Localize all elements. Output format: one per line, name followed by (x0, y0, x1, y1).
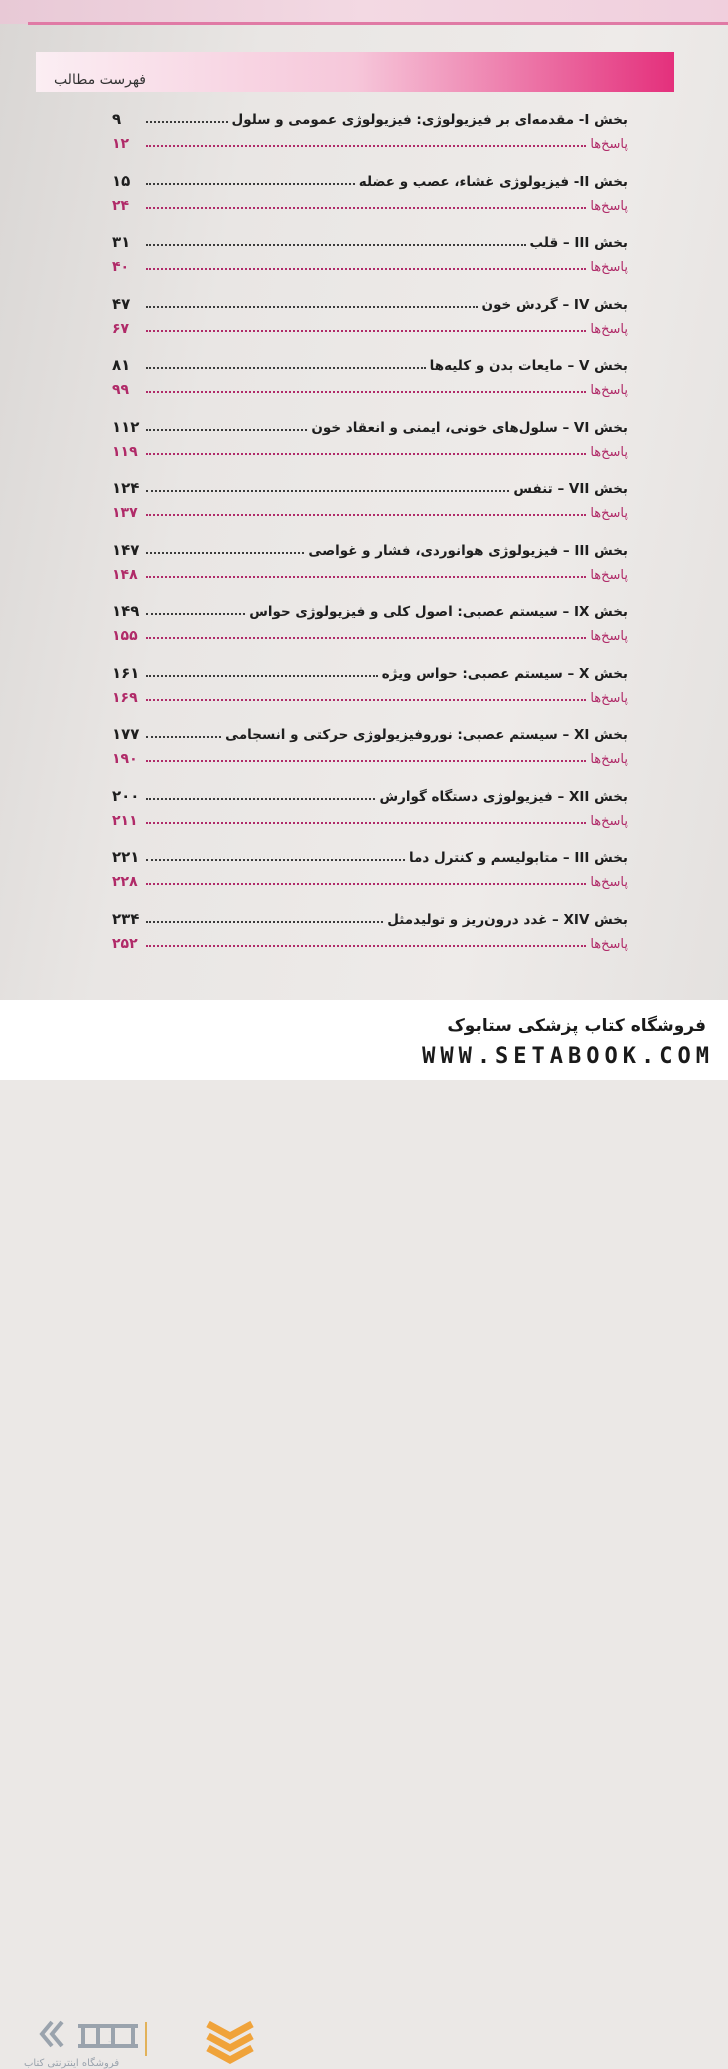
page-title: فهرست مطالب (53, 72, 146, 88)
dot-leader (146, 514, 586, 516)
answers-label: پاسخ‌ها (590, 260, 628, 275)
chapter-title: بخش II- فیزیولوژی غشاء، عصب و عضله (358, 173, 628, 190)
dot-leader (146, 552, 304, 554)
toc-entry-row (112, 106, 628, 128)
answers-label: پاسخ‌ها (590, 137, 628, 152)
dot-leader (146, 736, 221, 738)
chapter-page-number: ۸۱ (112, 356, 131, 374)
chapter-title: بخش X – سیستم عصبی: حواس ویژه (381, 665, 628, 682)
chapter-page-number: ۱۴۷ (112, 540, 140, 559)
chapter-page-number: ۱۱۲ (112, 417, 140, 436)
toc-entry (112, 168, 628, 216)
chapter-title: بخش XI – سیستم عصبی: نوروفیزیولوژی حرکتی و انسجامی (225, 727, 628, 743)
chapter-title: بخش XII – فیزیولوژی دستگاه گوارش (379, 788, 628, 805)
answers-label: پاسخ‌ها (590, 383, 628, 398)
answers-label: پاسخ‌ها (590, 198, 628, 214)
chapter-title: بخش VII – تنفس (513, 481, 628, 497)
answers-row (112, 499, 628, 521)
chapter-page-number: ۱۶۱ (112, 663, 140, 682)
dot-leader (146, 207, 586, 209)
dot-leader (146, 637, 586, 639)
answers-label: پاسخ‌ها (590, 752, 628, 767)
answers-label: پاسخ‌ها (590, 875, 628, 890)
chapter-title: بخش I- مقدمه‌ای بر فیزیولوژی: فیزیولوژی عمومی و سلول (231, 112, 628, 128)
answers-page-number: ۱۹۰ (112, 751, 138, 767)
toc-entry (112, 598, 628, 646)
dot-leader (146, 822, 586, 824)
toc-entry-row (112, 168, 628, 190)
dot-leader (146, 429, 307, 431)
answers-row (112, 745, 628, 767)
answers-page-number: ۱۵۵ (112, 628, 138, 644)
dot-leader (146, 675, 378, 677)
answers-label: پاسخ‌ها (590, 506, 628, 521)
chapter-title: بخش IV – گردش خون (481, 296, 628, 313)
toc-entry (112, 783, 628, 831)
answers-row (112, 438, 628, 460)
answers-page-number: ۱۴۸ (112, 566, 138, 583)
dot-leader (146, 121, 228, 123)
dot-leader (146, 883, 586, 885)
answers-label: پاسخ‌ها (590, 444, 628, 460)
toc-entry-row (112, 475, 628, 497)
answers-row (112, 192, 628, 214)
toc-entry (112, 352, 628, 400)
chapter-title: بخش III – متابولیسم و کنترل دما (408, 850, 628, 866)
toc-entry (112, 660, 628, 708)
dot-leader (146, 306, 478, 308)
toc-entry (112, 906, 628, 954)
toc-entry-row (112, 783, 628, 805)
dot-leader (146, 576, 586, 578)
answers-label: پاسخ‌ها (590, 936, 628, 952)
toc-entry-row (112, 414, 628, 436)
dot-leader (146, 490, 509, 492)
dot-leader (146, 699, 586, 701)
chapter-title: بخش V – مایعات بدن و کلیه‌ها (429, 358, 628, 374)
logo-subtitle: فروشگاه اینترنتی کتاب (24, 2058, 120, 2069)
toc-entry-row (112, 660, 628, 682)
toc-entry-row (112, 537, 628, 559)
toc-entry-row (112, 229, 628, 251)
chapter-title: بخش III – قلب (529, 235, 628, 251)
chapter-page-number: ۱۴۹ (112, 602, 140, 620)
answers-row (112, 684, 628, 706)
chapter-page-number: ۲۳۴ (112, 909, 140, 928)
answers-row (112, 130, 628, 152)
toc-entry (112, 537, 628, 585)
dot-leader (146, 453, 586, 455)
answers-page-number: ۱۱۹ (112, 443, 138, 460)
dot-leader (146, 945, 586, 947)
toc-entry-row (112, 906, 628, 928)
toc-entry-row (112, 844, 628, 866)
answers-row (112, 315, 628, 337)
answers-label: پاسخ‌ها (590, 567, 628, 583)
answers-row (112, 561, 628, 583)
book-page (0, 0, 728, 1000)
toc-entry (112, 721, 628, 769)
toc-entry-row (112, 291, 628, 313)
toc-entry-row (112, 598, 628, 620)
answers-row (112, 253, 628, 275)
answers-page-number: ۲۵۲ (112, 935, 138, 952)
toc-entry (112, 844, 628, 892)
chapter-title: بخش VI – سلول‌های خونی، ایمنی و انعقاد خون (311, 419, 628, 436)
answers-label: پاسخ‌ها (590, 813, 628, 829)
chapter-title: بخش III – فیزیولوژی هوانوردی، فشار و غواصی (308, 542, 628, 559)
logo-wordmark: ستابوک (108, 2042, 112, 2043)
dot-leader (146, 268, 586, 270)
answers-label: پاسخ‌ها (590, 629, 628, 644)
dot-leader (146, 244, 526, 246)
answers-page-number: ۲۱۱ (112, 812, 138, 829)
answers-page-number: ۱۶۹ (112, 689, 138, 706)
dot-leader (146, 391, 586, 393)
answers-page-number: ۲۲۸ (112, 874, 138, 890)
answers-label: پاسخ‌ها (590, 690, 628, 706)
answers-label: پاسخ‌ها (590, 321, 628, 337)
chapter-page-number: ۱۵ (112, 171, 131, 190)
chapter-page-number: ۲۰۰ (112, 786, 140, 805)
answers-row (112, 376, 628, 398)
chapter-page-number: ۱۷۷ (112, 725, 140, 743)
dot-leader (146, 330, 586, 332)
chapter-page-number: ۲۲۱ (112, 848, 140, 866)
answers-page-number: ۹۹ (112, 382, 130, 398)
dot-leader (146, 367, 426, 369)
dot-leader (146, 859, 405, 861)
dot-leader (146, 145, 586, 147)
answers-page-number: ۱۳۷ (112, 505, 138, 521)
chapter-page-number: ۴۷ (112, 294, 131, 313)
toc-entry-row (112, 721, 628, 743)
toc-entry (112, 291, 628, 339)
answers-page-number: ۶۷ (112, 320, 130, 337)
chapter-title: بخش IX – سیستم عصبی: اصول کلی و فیزیولوژی حواس (249, 604, 628, 620)
toc-entry (112, 229, 628, 277)
toc-entry (112, 106, 628, 154)
toc-entry (112, 475, 628, 523)
toc-entry (112, 414, 628, 462)
dot-leader (146, 760, 586, 762)
answers-row (112, 622, 628, 644)
store-url[interactable]: WWW.SETABOOK.COM (422, 1044, 714, 1069)
chapter-page-number: ۱۲۴ (112, 479, 140, 497)
dot-leader (146, 798, 375, 800)
store-name: فروشگاه کتاب پزشکی ستابوک (447, 1016, 706, 1036)
answers-row (112, 807, 628, 829)
dot-leader (146, 183, 355, 185)
top-band (0, 0, 728, 24)
answers-row (112, 930, 628, 952)
chapter-page-number: ۳۱ (112, 233, 131, 251)
top-rule (28, 22, 728, 25)
chapter-page-number: ۹ (112, 110, 122, 128)
answers-page-number: ۴۰ (112, 259, 130, 275)
answers-page-number: ۱۲ (112, 136, 130, 152)
answers-row (112, 868, 628, 890)
toc-entry-row (112, 352, 628, 374)
answers-page-number: ۲۴ (112, 197, 130, 214)
dot-leader (146, 921, 383, 923)
chapter-title: بخش XIV – غدد درون‌ریز و تولیدمثل (387, 911, 628, 928)
dot-leader (146, 613, 245, 615)
